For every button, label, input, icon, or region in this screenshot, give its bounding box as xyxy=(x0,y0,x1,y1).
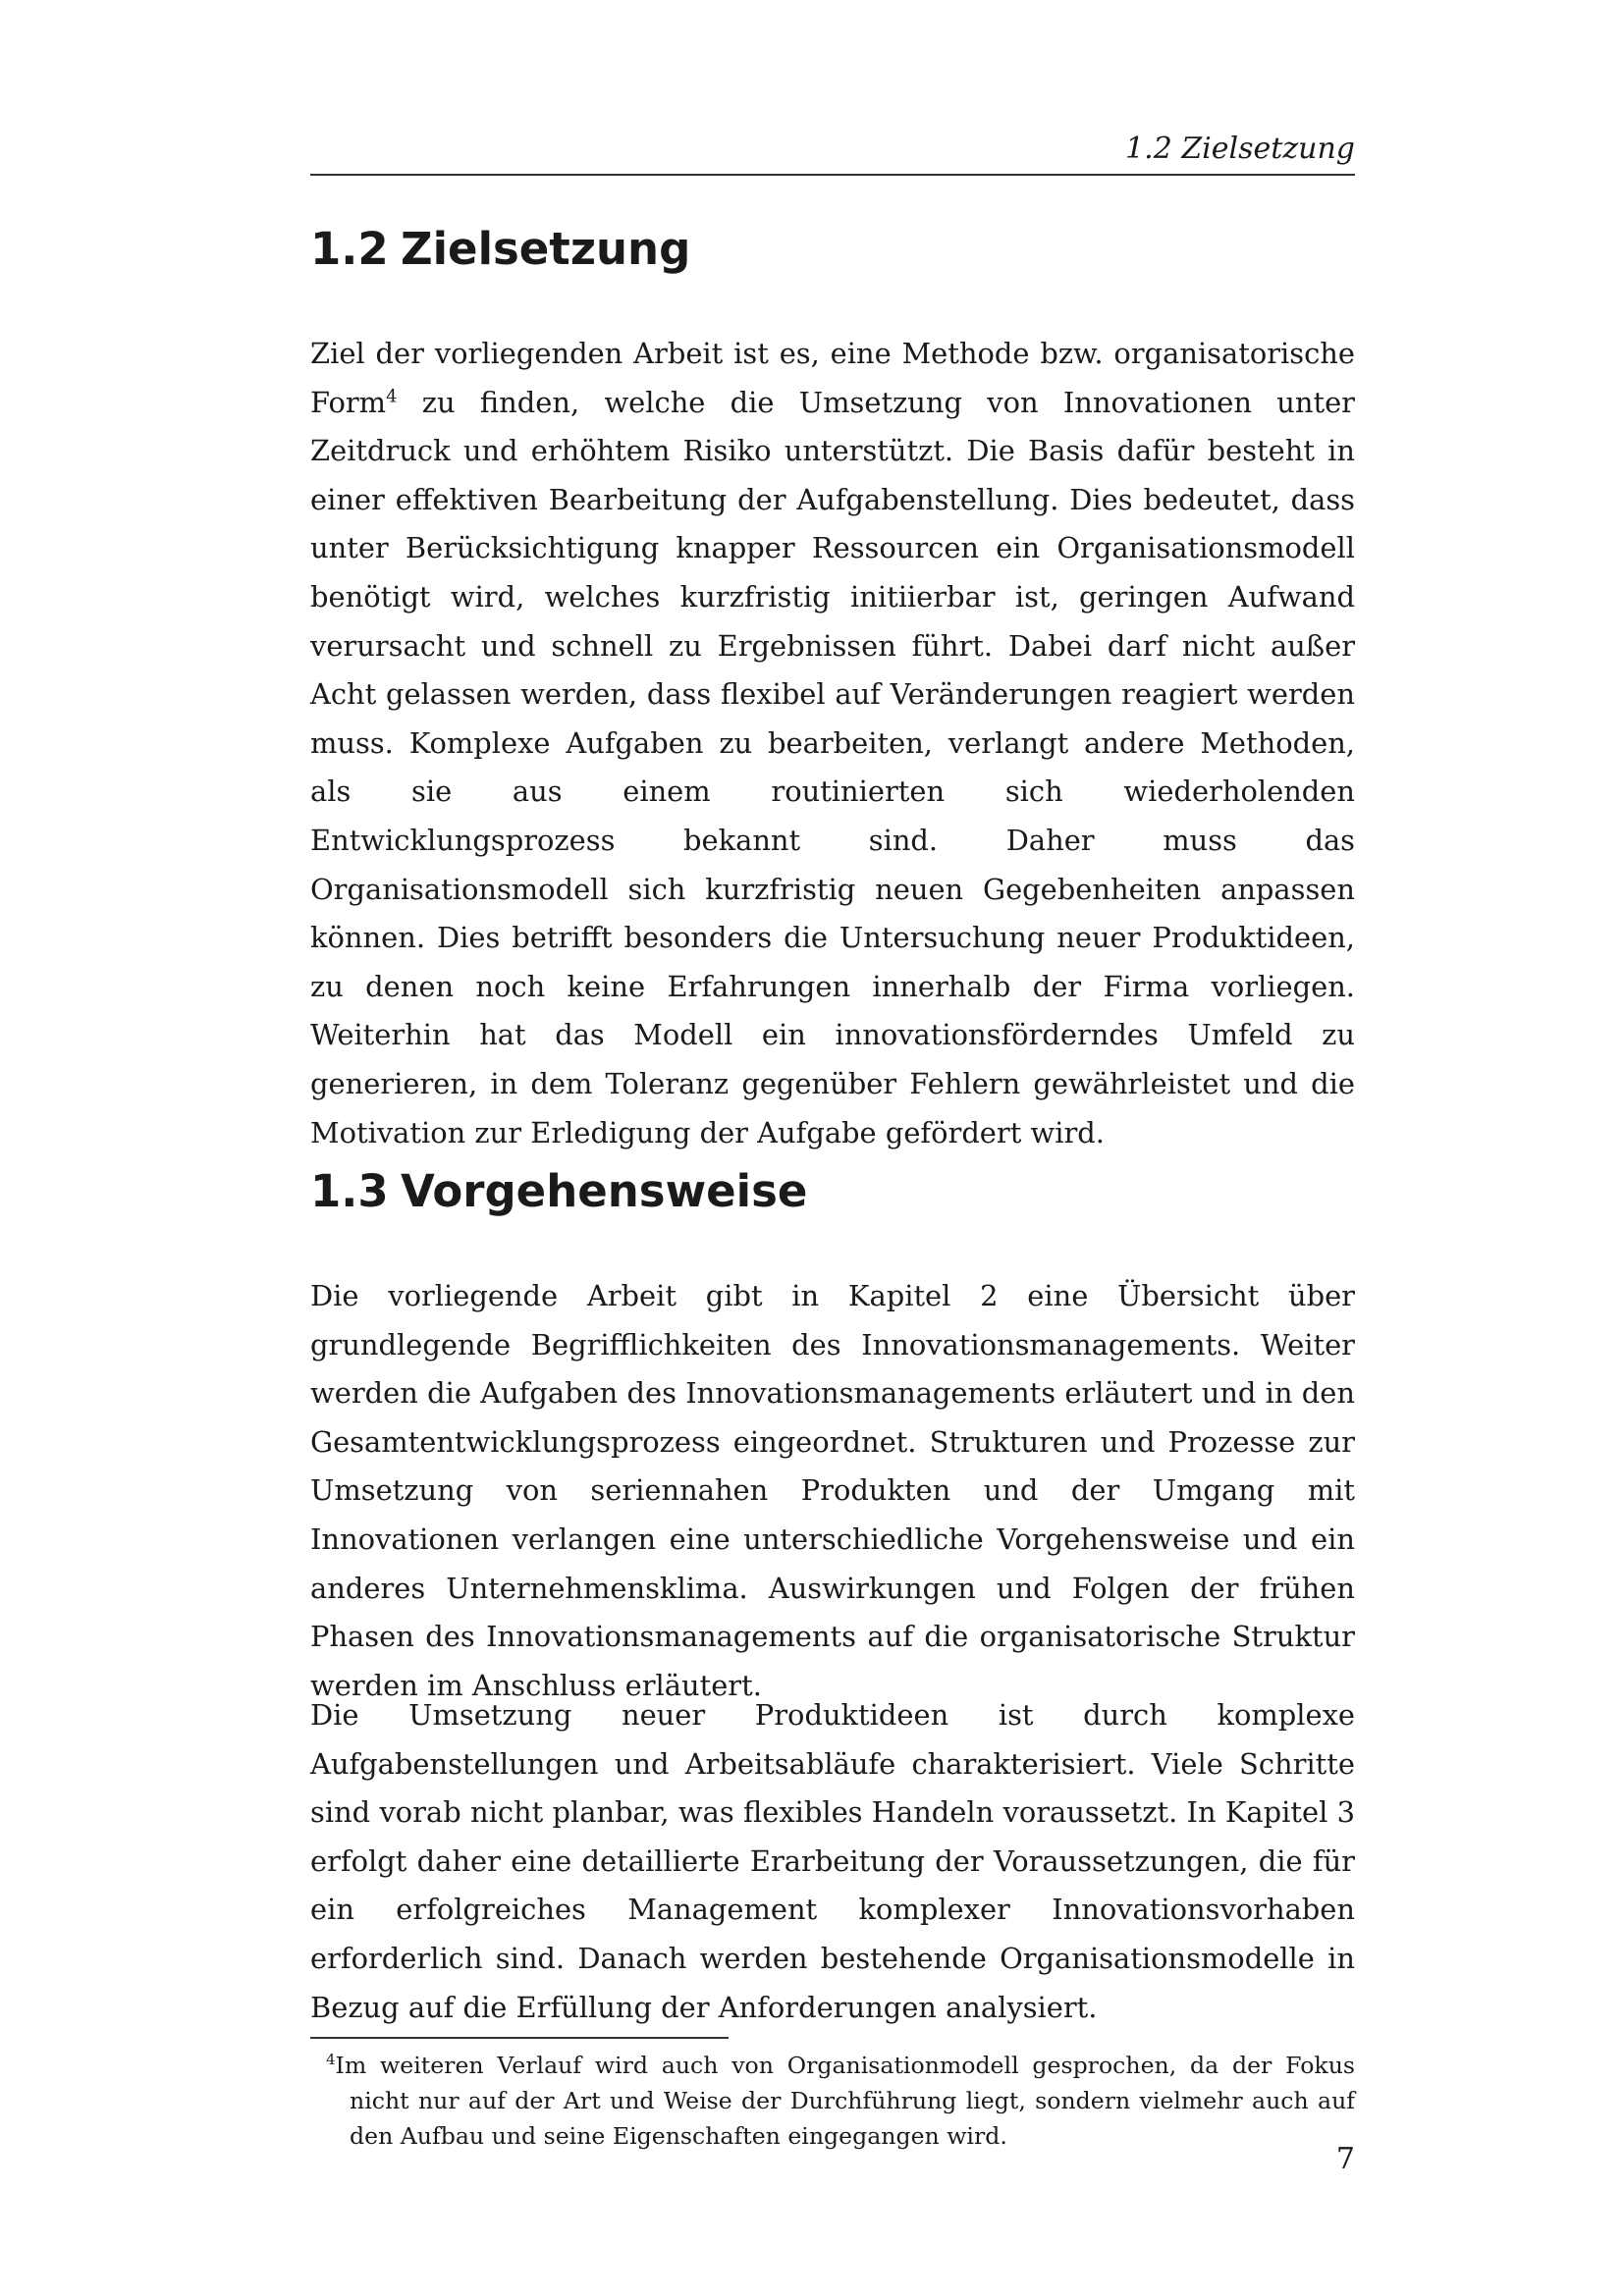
section-title: Zielsetzung xyxy=(401,223,691,275)
paragraph-text-part2: zu finden, welche die Umsetzung von Innovationen unter Zeitdruck und erhöhtem Risiko unterstützt. Die Basis dafür besteht in einer effektiven Bearbeitung der Aufgabenstellung. Dies bedeutet, dass unter Berücksichtigung knapper Ressourcen ein Organisationsmodell benötigt wird, welches kurzfristig initiierbar ist, geringen Aufwand verursacht und schnell zu Ergebnissen führt. Dabei darf nicht außer Acht gelassen werden, dass flexibel auf Veränderungen reagiert werden muss. Komplexe Aufgaben zu bearbeiten, verlangt andere Methoden, als sie aus einem routinierten sich wiederholenden Entwicklungsprozess bekannt sind. Daher muss das Organisationsmodell sich kurzfristig neuen Gegebenheiten anpassen können. Dies betrifft besonders die Untersuchung neuer Produktideen, zu denen noch keine Erfahrungen innerhalb der Firma vorliegen. Weiterhin hat das Modell ein innovationsförderndes Umfeld zu generieren, in dem Toleranz gegenüber Fehlern gewährleistet und die Motivation zur Erledigung der Aufgabe gefördert wird. xyxy=(310,385,1355,1149)
footnote-rule xyxy=(310,2037,729,2039)
section-title: Vorgehensweise xyxy=(401,1165,808,1217)
paragraph-vorgehensweise-2: Die Umsetzung neuer Produktideen ist durch komplexe Aufgabenstellungen und Arbeitsabläufe charakterisiert. Viele Schritte sind vorab nicht planbar, was flexibles Handeln voraussetzt. In Kapitel 3 erfolgt daher eine detaillierte Erarbeitung der Voraussetzungen, die für ein erfolgreiches Management komplexer Innovationsvorhaben erforderlich sind. Danach werden bestehende Organisationsmodelle in Bezug auf die Erfüllung der Anforderungen analysiert. xyxy=(310,1698,1355,2024)
paragraph-zielsetzung xyxy=(310,330,1355,1157)
footnote xyxy=(310,2048,1355,2154)
footnote-text-block xyxy=(310,2048,1355,2154)
footnote-text: Im weiteren Verlauf wird auch von Organisationmodell gesprochen, da der Fokus nicht nur auf der Art und Weise der Durchführung liegt, sondern vielmehr auch auf den Aufbau und seine Eigenschaften eingegangen wird. xyxy=(335,2052,1355,2150)
footnote-reference: 4 xyxy=(386,385,398,406)
paragraph-text-part1: Ziel der vorliegenden Arbeit ist es, eine Methode bzw. organisatorische Form xyxy=(310,337,1355,419)
footnote-mark: 4 xyxy=(326,2051,336,2069)
page-number: 7 xyxy=(1335,2142,1355,2176)
header-rule xyxy=(310,174,1355,176)
section-number: 1.2 xyxy=(310,223,389,275)
paragraph-vorgehensweise-1: Die vorliegende Arbeit gibt in Kapitel 2 eine Übersicht über grundlegende Begrifflichkeiten des Innovationsmanagements. Weiter werden die Aufgaben des Innovationsmanagements erläutert und in den Gesamtentwicklungsprozess eingeordnet. Strukturen und Prozesse zur Umsetzung von seriennahen Produkten und der Umgang mit Innovationen verlangen eine unterschiedliche Vorgehensweise und ein anderes Unternehmensklima. Auswirkungen und Folgen der frühen Phasen des Innovationsmanagements auf die organisatorische Struktur werden im Anschluss erläutert. xyxy=(310,1279,1355,1702)
section-number: 1.3 xyxy=(310,1165,389,1217)
section-heading-vorgehensweise xyxy=(310,1164,1355,1219)
running-header: 1.2 Zielsetzung xyxy=(1125,132,1355,166)
section-heading-zielsetzung xyxy=(310,222,1355,277)
